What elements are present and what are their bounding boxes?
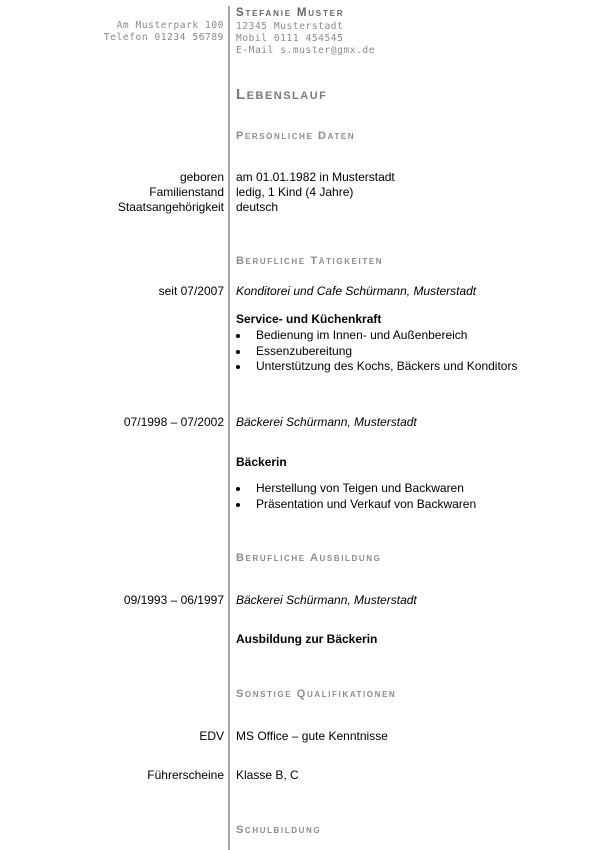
bullet-icon xyxy=(236,350,240,354)
work-period: 07/1998 – 07/2002 xyxy=(123,415,224,429)
work-role: Bäckerin xyxy=(236,455,287,469)
personal-value: deutsch xyxy=(236,200,279,214)
contact-phone: Telefon 01234 56789 xyxy=(103,32,224,43)
section-heading-work: Berufliche Tätigkeiten xyxy=(236,255,384,267)
personal-value: am 01.01.1982 in Musterstadt xyxy=(236,170,395,184)
personal-label: Familienstand xyxy=(149,185,224,199)
work-period: seit 07/2007 xyxy=(158,284,224,298)
section-heading-school: Schulbildung xyxy=(236,824,322,836)
section-heading-other: Sonstige Qualifikationen xyxy=(236,688,397,700)
qualification-value: Klasse B, C xyxy=(236,768,299,782)
list-item: Herstellung von Teigen und Backwaren xyxy=(236,481,476,497)
training-period: 09/1993 – 06/1997 xyxy=(123,593,224,607)
person-name: Stefanie Muster xyxy=(236,7,345,19)
bullet-icon xyxy=(236,365,240,369)
work-employer: Konditorei und Cafe Schürmann, Musterstadt xyxy=(236,284,477,298)
bullet-icon xyxy=(236,487,240,491)
personal-value: ledig, 1 Kind (4 Jahre) xyxy=(236,185,354,199)
bullet-icon xyxy=(236,334,240,338)
work-role: Service- und Küchenkraft xyxy=(236,312,382,326)
contact-mobile: Mobil 0111 454545 xyxy=(236,33,344,44)
qualification-label: Führerscheine xyxy=(147,768,224,782)
document-title: Lebenslauf xyxy=(236,86,328,103)
bullet-icon xyxy=(236,503,240,507)
qualification-value: MS Office – gute Kenntnisse xyxy=(236,729,388,743)
contact-email: E-Mail s.muster@gmx.de xyxy=(236,45,376,56)
list-item: Unterstützung des Kochs, Bäckers und Konditors xyxy=(236,359,517,375)
contact-city: 12345 Musterstadt xyxy=(236,21,344,32)
training-employer: Bäckerei Schürmann, Musterstadt xyxy=(236,593,417,607)
work-employer: Bäckerei Schürmann, Musterstadt xyxy=(236,415,417,429)
list-item: Bedienung im Innen- und Außenbereich xyxy=(236,328,517,344)
work-task-list xyxy=(236,481,476,512)
personal-label: Staatsangehörigkeit xyxy=(117,200,224,214)
section-heading-training: Berufliche Ausbildung xyxy=(236,552,382,564)
personal-label: geboren xyxy=(179,170,224,184)
section-heading-personal: Persönliche Daten xyxy=(236,130,356,142)
list-item: Präsentation und Verkauf von Backwaren xyxy=(236,497,476,513)
qualification-label: EDV xyxy=(199,729,224,743)
training-role: Ausbildung zur Bäckerin xyxy=(236,632,378,646)
vertical-divider xyxy=(228,6,230,850)
contact-address: Am Musterpark 100 xyxy=(116,20,224,31)
work-task-list xyxy=(236,328,517,375)
list-item: Essenzubereitung xyxy=(236,344,517,360)
